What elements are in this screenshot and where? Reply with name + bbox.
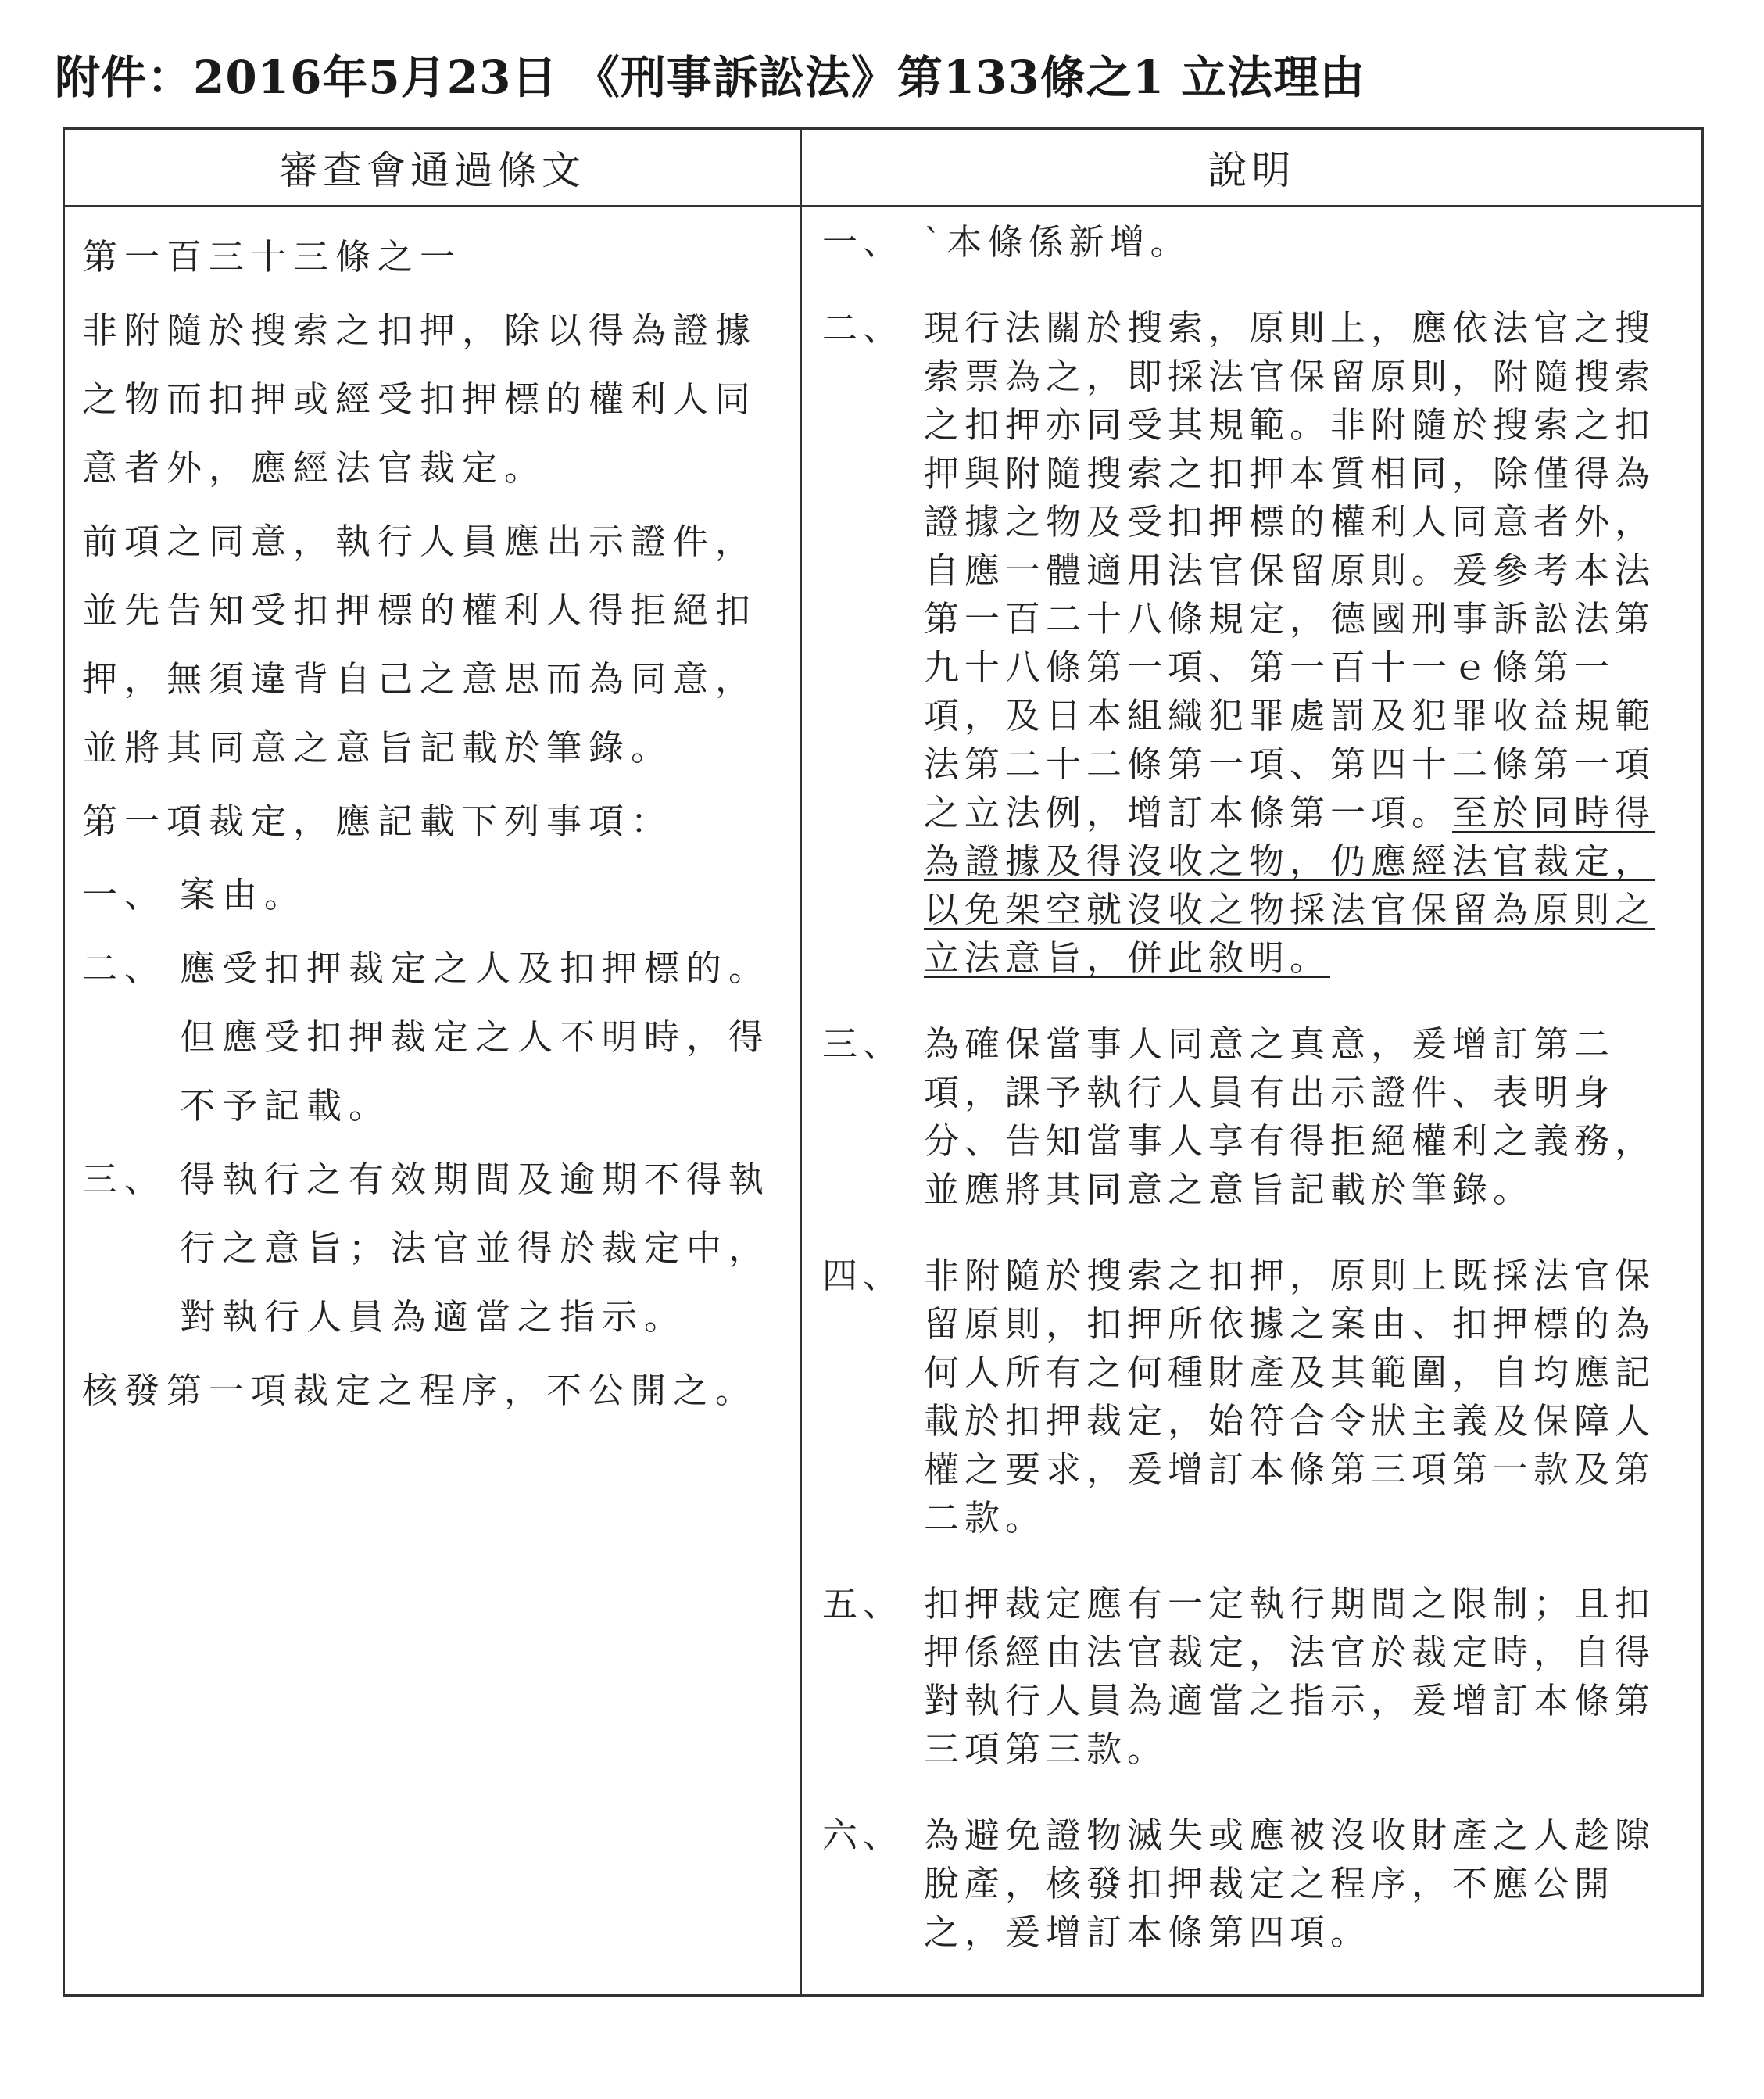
article-paragraph-4: 核發第一項裁定之程序，不公開之。 xyxy=(82,1370,758,1411)
explanation-item-number: 六、 xyxy=(822,1814,904,1856)
explanation-cell xyxy=(801,206,1703,1996)
list-item-number: 三、 xyxy=(82,1159,167,1200)
explanation-item-number: 二、 xyxy=(822,307,904,349)
article-text-cell xyxy=(64,206,801,1996)
table-body-row xyxy=(64,206,1703,1996)
right-column-header: 說明 xyxy=(801,129,1703,206)
explanation-item-text-wrapper xyxy=(924,304,1681,983)
left-column-header: 審查會通過條文 xyxy=(64,129,801,206)
article-paragraph-2: 前項之同意，執行人員應出示證件，並先告知受扣押標的權利人得拒絕扣押，無須違背自己之意思而為同意，並將其同意之意旨記載於筆錄。 xyxy=(82,521,758,768)
article-paragraph-3: 第一項裁定，應記載下列事項： xyxy=(82,801,674,842)
article-paragraph-1: 非附隨於搜索之扣押，除以得為證據之物而扣押或經受扣押標的權利人同意者外，應經法官裁定。 xyxy=(82,310,758,489)
explanation-item-number: 一、 xyxy=(822,221,904,263)
document-title: 附件：2016年5月23日 《刑事訴訟法》第133條之1 立法理由 xyxy=(55,51,1366,104)
list-item xyxy=(82,934,784,1141)
list-item-text: 應受扣押裁定之人及扣押標的。但應受扣押裁定之人不明時，得不予記載。 xyxy=(180,947,771,1127)
explanation-item-number: 三、 xyxy=(822,1023,904,1065)
explanation-item xyxy=(822,304,1681,983)
article-number: 第一百三十三條之一 xyxy=(82,236,463,278)
explanation-item-number: 四、 xyxy=(822,1255,904,1296)
explanation-item-text: 為避免證物滅失或應被沒收財產之人趁隙脫產，核發扣押裁定之程序，不應公開之，爰增訂本條第四項。 xyxy=(924,1814,1656,1953)
explanation-item-text: 現行法關於搜索，原則上，應依法官之搜索票為之，即採法官保留原則，附隨搜索之扣押亦同受其規範。非附隨於搜索之扣押與附隨搜索之扣押本質相同，除僅得為證據之物及受扣押標的權利人同意者外，自應一體適用法官保留原則。爰參考本法第一百二十八條規定，德國刑事訴訟法第九十八條第一項、第一百十一ｅ條第一項，及日本組織犯罪處罰及犯罪收益規範法第二十二條第一項、第四十二條第一項之立法例，增訂本條第一項。 xyxy=(924,307,1656,833)
list-item-number: 二、 xyxy=(82,947,167,989)
list-item xyxy=(82,1145,784,1352)
explanation-item xyxy=(822,218,1681,267)
explanation-item xyxy=(822,1811,1681,1957)
explanation-item xyxy=(822,1252,1681,1542)
explanation-item-text: 為確保當事人同意之真意，爰增訂第二項，課予執行人員有出示證件、表明身分、告知當事人享有得拒絕權利之義務，並應將其同意之意旨記載於筆錄。 xyxy=(924,1023,1656,1210)
list-item-text: 得執行之有效期間及逾期不得執行之意旨；法官並得於裁定中，對執行人員為適當之指示。 xyxy=(180,1159,771,1338)
explanation-item-text: 扣押裁定應有一定執行期間之限制；且扣押係經由法官裁定，法官於裁定時，自得對執行人員為適當之指示，爰增訂本條第三項第三款。 xyxy=(924,1583,1656,1770)
list-item-number: 一、 xyxy=(82,874,167,915)
table-header-row xyxy=(64,129,1703,206)
explanation-item-text: 非附隨於搜索之扣押，原則上既採法官保留原則，扣押所依據之案由、扣押標的為何人所有之何種財產及其範圍，自均應記載於扣押裁定，始符合令狀主義及保障人權之要求，爰增訂本條第三項第一款及第二款。 xyxy=(924,1255,1656,1538)
list-item-text: 案由。 xyxy=(180,874,307,915)
underlined-note: 至於同時得為證據及得沒收之物，仍應經法官裁定，以免架空就沒收之物採法官保留為原則之立法意旨，併此敘明。 xyxy=(924,792,1656,979)
explanation-item xyxy=(822,1580,1681,1774)
explanation-item-text: `本條係新增。 xyxy=(924,221,1191,263)
list-item xyxy=(82,861,784,930)
legislation-table xyxy=(63,127,1704,1997)
explanation-item-number: 五、 xyxy=(822,1583,904,1624)
explanation-item xyxy=(822,1020,1681,1214)
